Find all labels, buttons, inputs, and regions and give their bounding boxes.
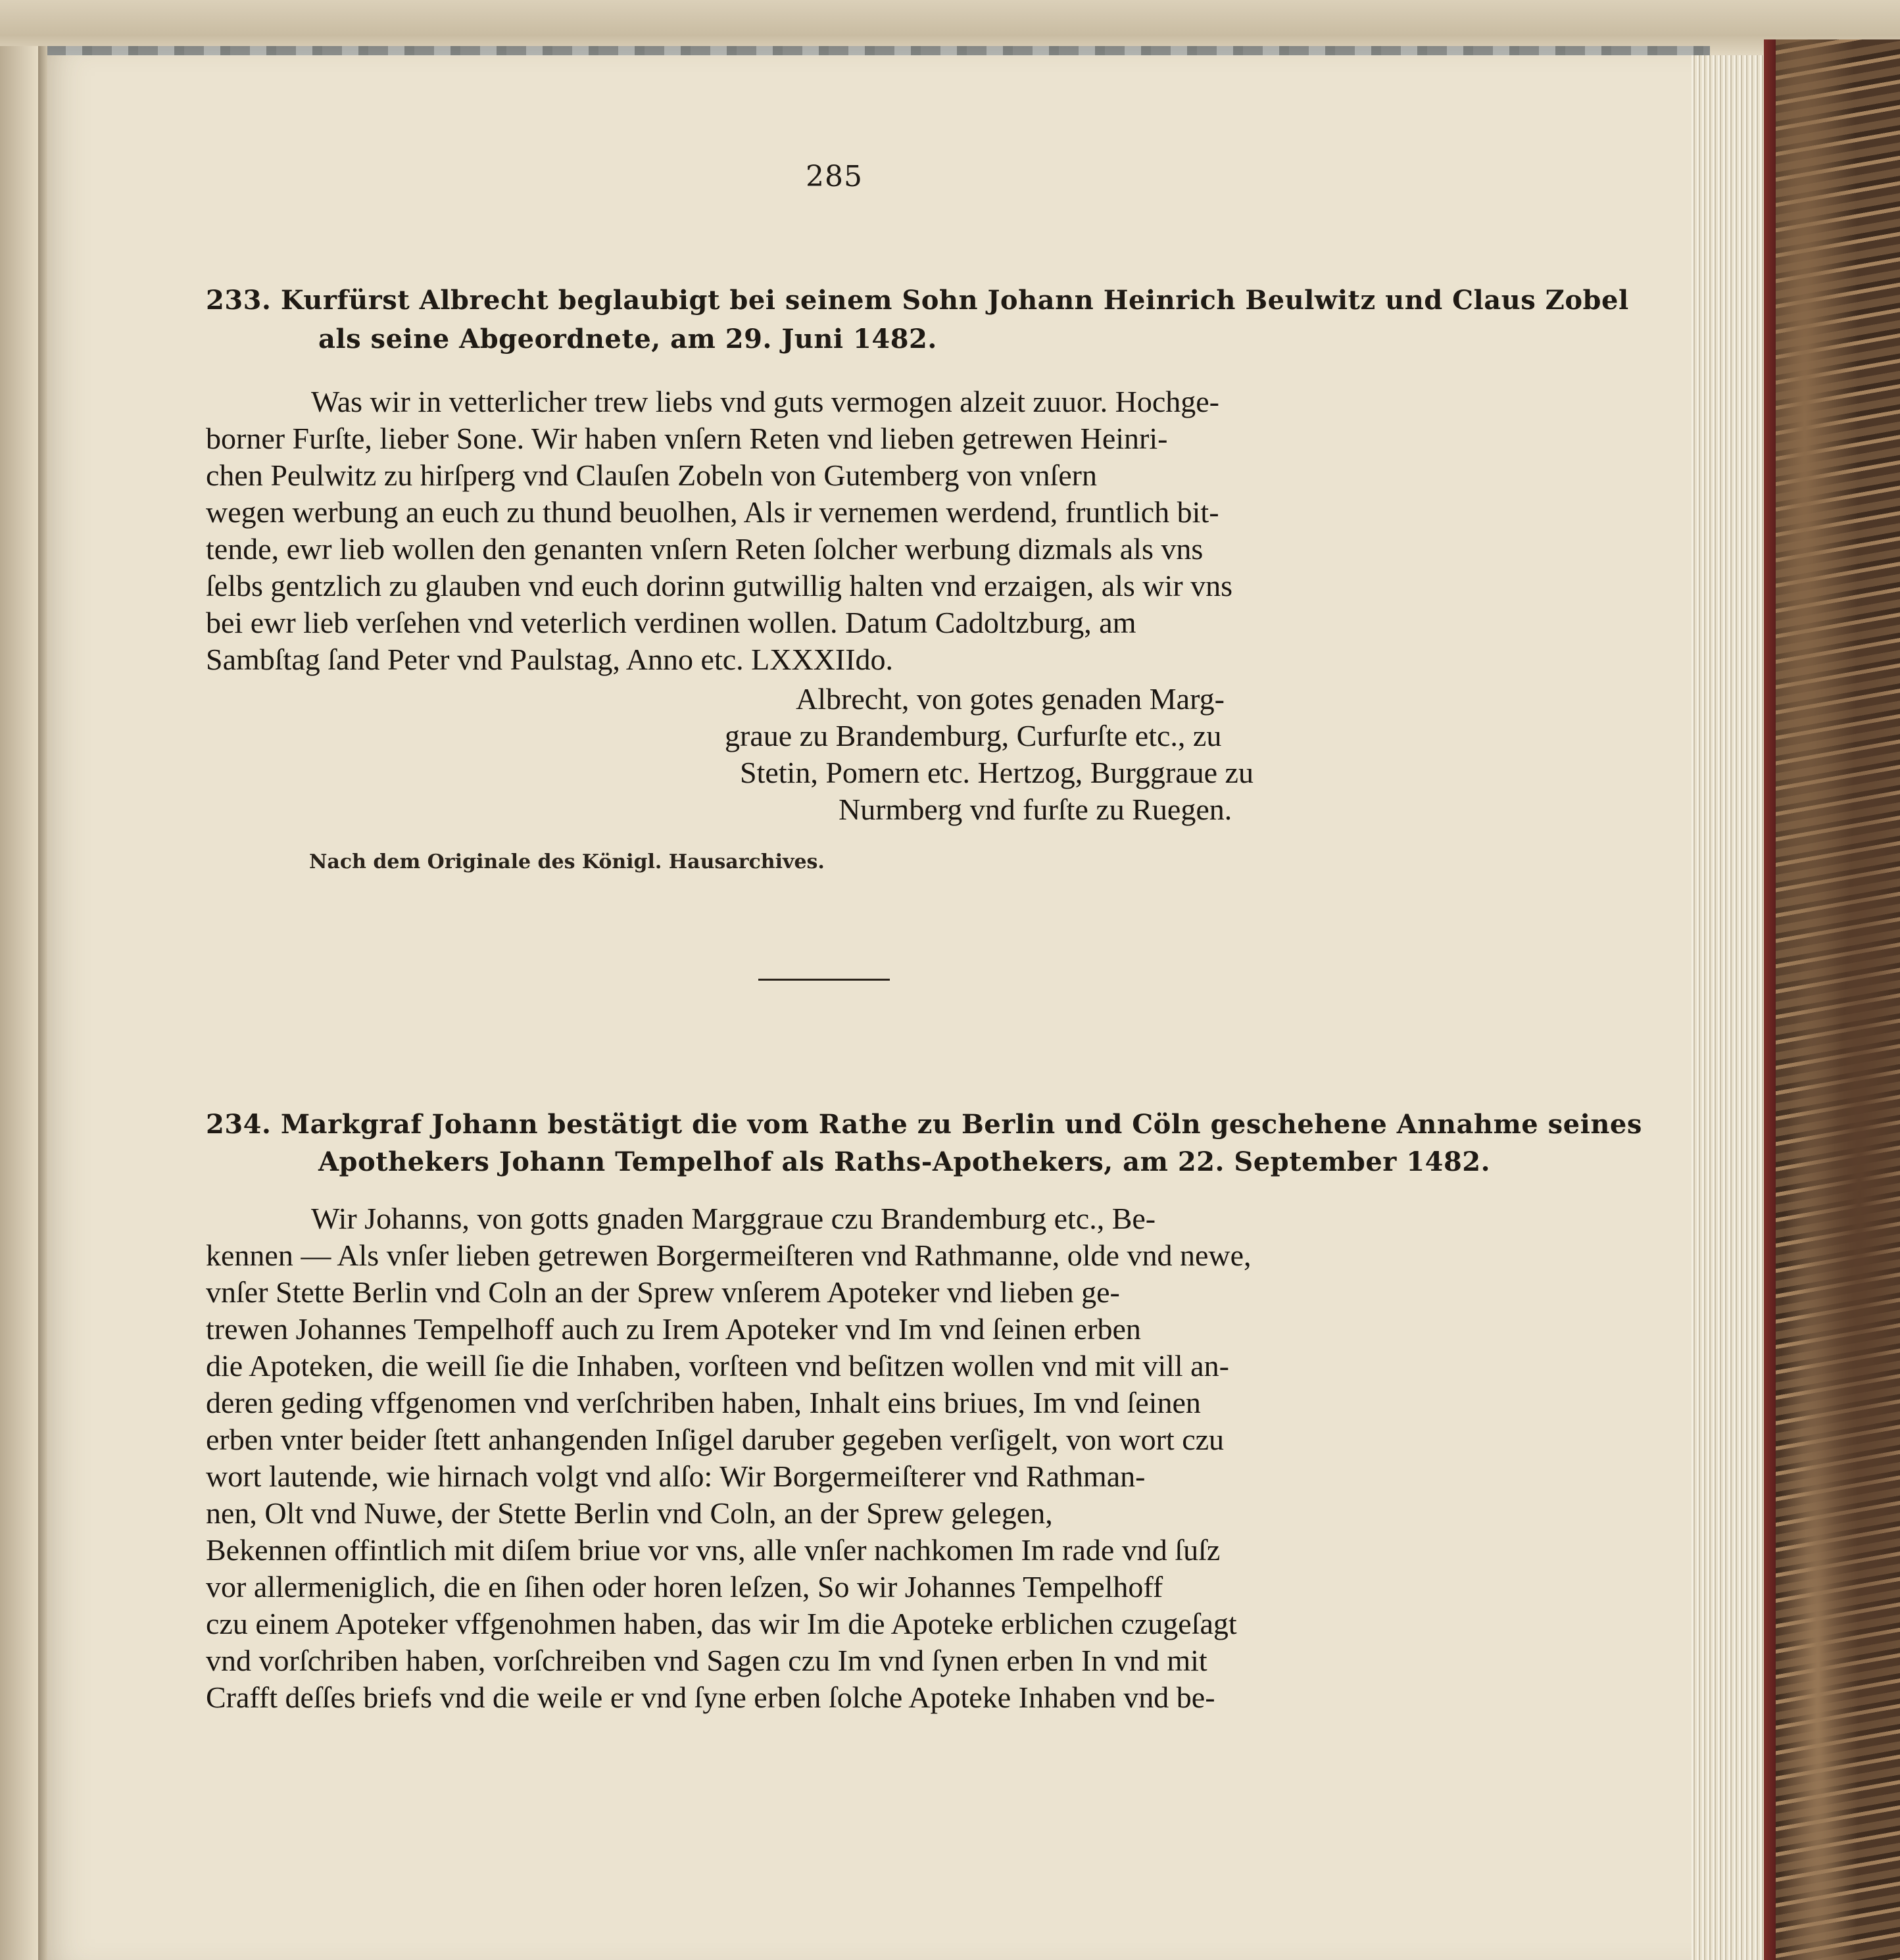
section-233-body (206, 383, 1455, 678)
body-line: deren geding vffgenomen vnd verſchriben haben, Inhalt eins briues, Im vnd ſeinen (206, 1386, 1201, 1419)
body-line: trewen Johannes Tempelhoff auch zu Irem Apoteker vnd Im vnd ſeinen erben (206, 1312, 1141, 1346)
body-line: czu einem Apoteker vffgenohmen haben, das wir Im die Apoteke erblichen czugeſagt (206, 1607, 1237, 1640)
page-number: 285 (806, 160, 863, 193)
page-stack-edge (1692, 55, 1764, 1960)
body-line: vor allermeniglich, die en ſihen oder horen leſzen, So wir Johannes Tempelhoff (206, 1570, 1163, 1604)
body-line: vnſer Stette Berlin vnd Coln an der Sprew vnſerem Apoteker vnd lieben ge- (206, 1275, 1120, 1309)
book-top-edge (0, 0, 1900, 59)
body-line: borner Furſte, lieber Sone. Wir haben vnſern Reten vnd lieben getrewen Heinri- (206, 422, 1168, 455)
section-233-source-note: Nach dem Originale des Königl. Hausarchives. (309, 850, 825, 873)
left-page-edge (0, 46, 38, 1960)
signature-line: Nurmberg vnd furſte zu Ruegen. (839, 793, 1232, 826)
body-line: Crafft deſſes briefs vnd die weile er vnd ſyne erben ſolche Apoteke Inhaben vnd be- (206, 1680, 1215, 1714)
body-line: Wir Johanns, von gotts gnaden Marggraue czu Brandemburg etc., Be- (311, 1202, 1156, 1235)
section-separator-rule (758, 979, 890, 981)
body-line: nen, Olt vnd Nuwe, der Stette Berlin vnd Coln, an der Sprew gelegen, (206, 1496, 1053, 1530)
body-line: bei ewr lieb verſehen vnd veterlich verdinen wollen. Datum Cadoltzburg, am (206, 606, 1136, 639)
section-234-heading-line-1: 234. Markgraf Johann bestätigt die vom Rathe zu Berlin und Cöln geschehene Annahme seines (206, 1109, 1642, 1140)
body-line: erben vnter beider ſtett anhangenden Inſigel daruber gegeben verſigelt, von wort czu (206, 1423, 1225, 1456)
body-line: Sambſtag ſand Peter vnd Paulstag, Anno etc. LXXXIIdo. (206, 643, 894, 676)
section-234-heading-line-2: Apothekers Johann Tempelhof als Raths-Apothekers, am 22. September 1482. (318, 1146, 1491, 1177)
section-233-heading-line-2: als seine Abgeordnete, am 29. Juni 1482. (318, 324, 937, 355)
body-line: wort lautende, wie hirnach volgt vnd alſo: Wir Borgermeiſterer vnd Rathman- (206, 1459, 1146, 1493)
section-234-body (206, 1200, 1455, 1716)
signature-line: graue zu Brandemburg, Curfurſte etc., zu (725, 719, 1222, 752)
section-233-heading-line-1: 233. Kurfürst Albrecht beglaubigt bei seinem Sohn Johann Heinrich Beulwitz und Claus Zobel (206, 285, 1629, 316)
signature-line: Albrecht, von gotes genaden Marg- (796, 682, 1225, 716)
body-line: tende, ewr lieb wollen den genanten vnſern Reten ſolcher werbung dizmals als vns (206, 532, 1204, 566)
body-line: wegen werbung an euch zu thund beuolhen, Als ir vernemen werdend, fruntlich bit- (206, 495, 1219, 529)
signature-line: Stetin, Pomern etc. Hertzog, Burggraue zu (740, 756, 1254, 789)
marbled-cover-board (1764, 39, 1900, 1960)
cover-spine-edge (1764, 39, 1776, 1960)
body-line: die Apoteken, die weill ſie die Inhaben, vorſteen vnd beſitzen wollen vnd mit vill an- (206, 1349, 1229, 1383)
book-gutter (38, 46, 47, 1960)
section-233-signature (710, 681, 1434, 828)
body-line: Bekennen offintlich mit diſem briue vor vns, alle vnſer nachkomen Im rade vnd ſuſz (206, 1533, 1221, 1567)
body-line: vnd vorſchriben haben, vorſchreiben vnd Sagen czu Im vnd ſynen erben In vnd mit (206, 1644, 1207, 1677)
body-line: kennen — Als vnſer lieben getrewen Borgermeiſteren vnd Rathmanne, olde vnd newe, (206, 1238, 1252, 1272)
body-line: Was wir in vetterlicher trew liebs vnd guts vermogen alzeit zuuor. Hochge- (311, 385, 1219, 418)
body-line: chen Peulwitz zu hirſperg vnd Clauſen Zobeln von Gutemberg von vnſern (206, 458, 1098, 492)
body-line: ſelbs gentzlich zu glauben vnd euch dorinn gutwillig halten vnd erzaigen, als wir vns (206, 569, 1233, 602)
